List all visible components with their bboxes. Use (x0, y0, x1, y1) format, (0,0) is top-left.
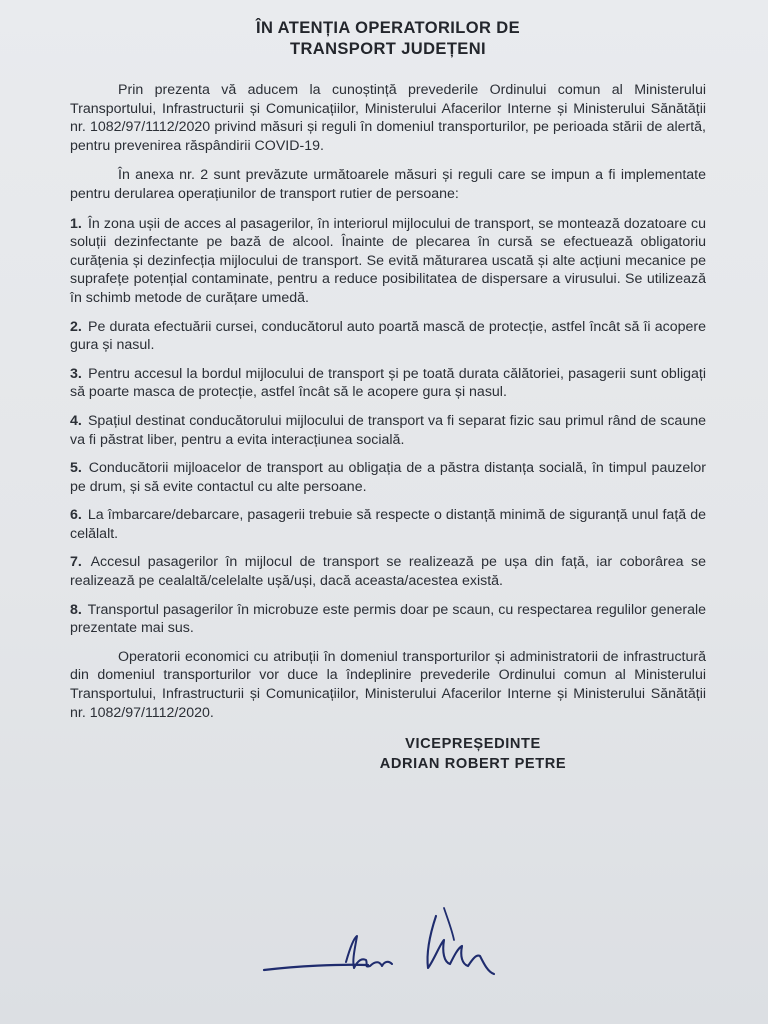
item-number: 8. (70, 601, 82, 618)
item-text: Spațiul destinat conducătorului mijlocului de transport va fi separat fizic sau primul rând de scaune va fi păstrat liber, pentru a evita interacțiunea socială. (70, 412, 706, 448)
item-number: 3. (70, 365, 82, 382)
handwritten-signature (258, 900, 518, 990)
item-number: 7. (70, 554, 82, 571)
closing-paragraph: Operatorii economici cu atribuții în domeniul transporturilor și administratorii de infrastructură din domeniul transporturilor vor duce la îndeplinire prevederile Ordinului comun al Ministerului Transportului, Infrastructurii și Comunicațiilor, Ministerului Afacerilor Interne și Ministerului Sănătății nr. 1082/97/1112/2020. (70, 648, 706, 721)
item-text: În zona ușii de acces al pasagerilor, în interiorul mijlocului de transport, se montează dozatoare cu soluții dezinfectante pe bază de alcool. Înainte de plecarea în cursă se efectuează obligatoriu curățenia și dezinfecția mijlocului de transport. Se evită măturarea uscată și alte acțiuni mecanice pe suprafețe potențial contaminate, pentru a reduce posibilitatea de dispersare a virusului. Se utilizează în schimb metode de curățare umedă. (70, 215, 706, 306)
item-number: 4. (70, 412, 82, 429)
annex-paragraph: În anexa nr. 2 sunt prevăzute următoarele măsuri și reguli care se impun a fi implementate pentru derularea operațiunilor de transport rutier de persoane: (70, 167, 706, 202)
item-text: Accesul pasagerilor în mijlocul de transport se realizează pe ușa din față, iar coborârea se realizează pe cealaltă/celelalte ușă/uși, dacă aceasta/acestea există. (70, 554, 706, 590)
list-item (70, 601, 706, 638)
item-number: 5. (70, 460, 82, 477)
title-line-1: ÎN ATENȚIA OPERATORILOR DE (255, 19, 520, 37)
item-number: 6. (70, 507, 82, 524)
list-item (70, 553, 706, 590)
list-item (70, 459, 706, 496)
document-body (70, 18, 706, 774)
signatory-block (70, 734, 706, 774)
measures-list (70, 215, 706, 638)
item-number: 1. (70, 215, 82, 232)
item-number: 2. (70, 318, 82, 335)
item-text: Conducătorii mijloacelor de transport au obligația de a păstra distanța socială, în timpul pauzelor pe drum, și să evite contactul cu alte persoane. (70, 460, 706, 495)
list-item (70, 215, 706, 308)
item-text: Transportul pasagerilor în microbuze este permis doar pe scaun, cu respectarea regulilor generale prezentate mai sus. (70, 601, 707, 637)
intro-paragraph: Prin prezenta vă aducem la cunoștință prevederile Ordinului comun al Ministerului Transportului, Infrastructurii și Comunicațiilor, Ministerului Afacerilor Interne și Ministerului Sănătății nr. 1082/97/1112/2020 privind măsuri și reguli în domeniul transporturilor, pe perioada stării de alertă, pentru prevenirea răspândirii COVID-19. (70, 82, 706, 154)
title-line-2: TRANSPORT JUDEȚENI (289, 40, 487, 58)
document-title (70, 18, 706, 60)
item-text: Pe durata efectuării cursei, conducătorul auto poartă mască de protecție, astfel încât să îi acopere gura și nasul. (70, 318, 706, 354)
list-item (70, 318, 706, 355)
signatory-title: VICEPREȘEDINTE (405, 736, 541, 753)
item-text: La îmbarcare/debarcare, pasagerii trebuie să respecte o distanță minimă de siguranță unul față de celălalt. (70, 507, 706, 542)
list-item (70, 506, 706, 543)
list-item (70, 365, 706, 402)
list-item (70, 412, 706, 449)
item-text: Pentru accesul la bordul mijlocului de transport și pe toată durata călătoriei, pasagerii sunt obligați să poarte masca de protecție, astfel încât să le acopere gura și nasul. (70, 365, 707, 401)
signatory-name: ADRIAN ROBERT PETRE (379, 756, 567, 773)
